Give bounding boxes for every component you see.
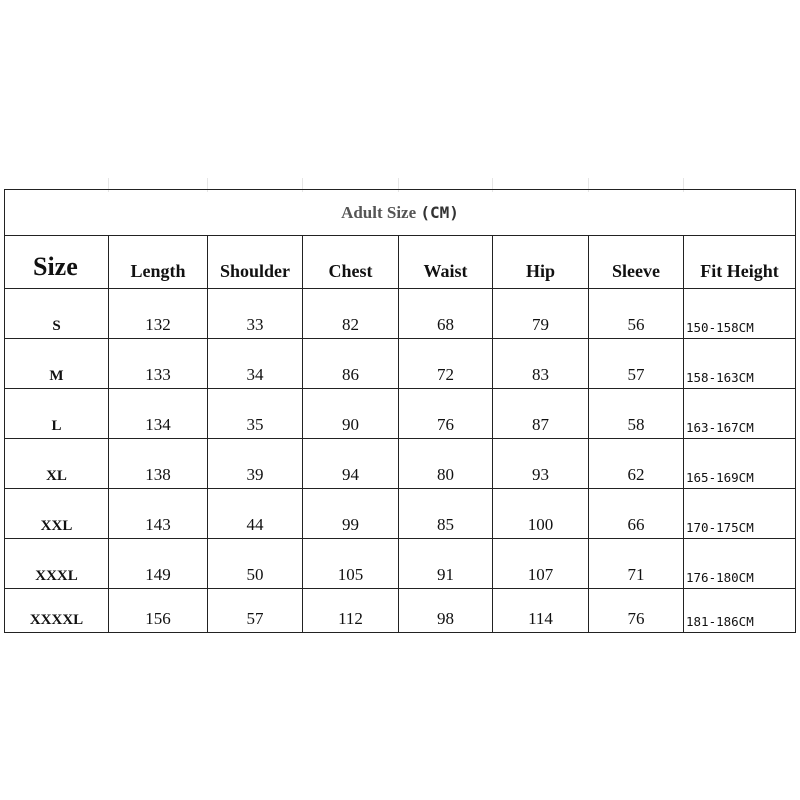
hip-cell: 100 xyxy=(493,489,589,539)
shoulder-cell: 57 xyxy=(208,589,303,633)
sleeve-cell: 71 xyxy=(589,539,684,589)
chest-cell: 82 xyxy=(303,289,399,339)
fit-height-cell: 176-180CM xyxy=(684,539,796,589)
table-row xyxy=(5,539,796,589)
waist-cell: 76 xyxy=(399,389,493,439)
fit-height-cell: 163-167CM xyxy=(684,389,796,439)
length-cell: 133 xyxy=(109,339,208,389)
size-cell: L xyxy=(5,389,109,439)
size-cell: XXXL xyxy=(5,539,109,589)
length-cell: 134 xyxy=(109,389,208,439)
chest-cell: 94 xyxy=(303,439,399,489)
hip-cell: 93 xyxy=(493,439,589,489)
chest-cell: 90 xyxy=(303,389,399,439)
title-unit: (CM) xyxy=(420,202,459,222)
sleeve-cell: 66 xyxy=(589,489,684,539)
size-cell: XXXXL xyxy=(5,589,109,633)
size-cell: XL xyxy=(5,439,109,489)
sleeve-cell: 57 xyxy=(589,339,684,389)
fit-height-cell: 170-175CM xyxy=(684,489,796,539)
chest-cell: 86 xyxy=(303,339,399,389)
fit-height-cell: 165-169CM xyxy=(684,439,796,489)
fit-height-cell: 158-163CM xyxy=(684,339,796,389)
table-row xyxy=(5,289,796,339)
table-row xyxy=(5,439,796,489)
sleeve-cell: 58 xyxy=(589,389,684,439)
waist-cell: 91 xyxy=(399,539,493,589)
size-cell: S xyxy=(5,289,109,339)
shoulder-cell: 34 xyxy=(208,339,303,389)
header-sleeve: Sleeve xyxy=(589,236,684,289)
header-fit-height: Fit Height xyxy=(684,236,796,289)
waist-cell: 80 xyxy=(399,439,493,489)
shoulder-cell: 44 xyxy=(208,489,303,539)
waist-cell: 72 xyxy=(399,339,493,389)
length-cell: 156 xyxy=(109,589,208,633)
hip-cell: 83 xyxy=(493,339,589,389)
fit-height-cell: 181-186CM xyxy=(684,589,796,633)
header-shoulder: Shoulder xyxy=(208,236,303,289)
waist-cell: 85 xyxy=(399,489,493,539)
waist-cell: 68 xyxy=(399,289,493,339)
size-cell: XXL xyxy=(5,489,109,539)
hip-cell: 114 xyxy=(493,589,589,633)
chest-cell: 99 xyxy=(303,489,399,539)
length-cell: 132 xyxy=(109,289,208,339)
table-row xyxy=(5,389,796,439)
chest-cell: 112 xyxy=(303,589,399,633)
hip-cell: 79 xyxy=(493,289,589,339)
shoulder-cell: 39 xyxy=(208,439,303,489)
table-row xyxy=(5,589,796,633)
length-cell: 138 xyxy=(109,439,208,489)
title-row xyxy=(5,190,796,236)
title-text: Adult Size xyxy=(341,202,417,222)
hip-cell: 87 xyxy=(493,389,589,439)
length-cell: 149 xyxy=(109,539,208,589)
header-waist: Waist xyxy=(399,236,493,289)
fit-height-cell: 150-158CM xyxy=(684,289,796,339)
size-cell: M xyxy=(5,339,109,389)
shoulder-cell: 35 xyxy=(208,389,303,439)
chest-cell: 105 xyxy=(303,539,399,589)
sleeve-cell: 76 xyxy=(589,589,684,633)
header-hip: Hip xyxy=(493,236,589,289)
table-row xyxy=(5,489,796,539)
header-row xyxy=(5,236,796,289)
length-cell: 143 xyxy=(109,489,208,539)
header-chest: Chest xyxy=(303,236,399,289)
hip-cell: 107 xyxy=(493,539,589,589)
sleeve-cell: 62 xyxy=(589,439,684,489)
waist-cell: 98 xyxy=(399,589,493,633)
table-row xyxy=(5,339,796,389)
shoulder-cell: 50 xyxy=(208,539,303,589)
table-title xyxy=(5,190,796,236)
sleeve-cell: 56 xyxy=(589,289,684,339)
header-length: Length xyxy=(109,236,208,289)
header-size: Size xyxy=(5,236,109,289)
shoulder-cell: 33 xyxy=(208,289,303,339)
size-chart-table xyxy=(4,189,796,633)
